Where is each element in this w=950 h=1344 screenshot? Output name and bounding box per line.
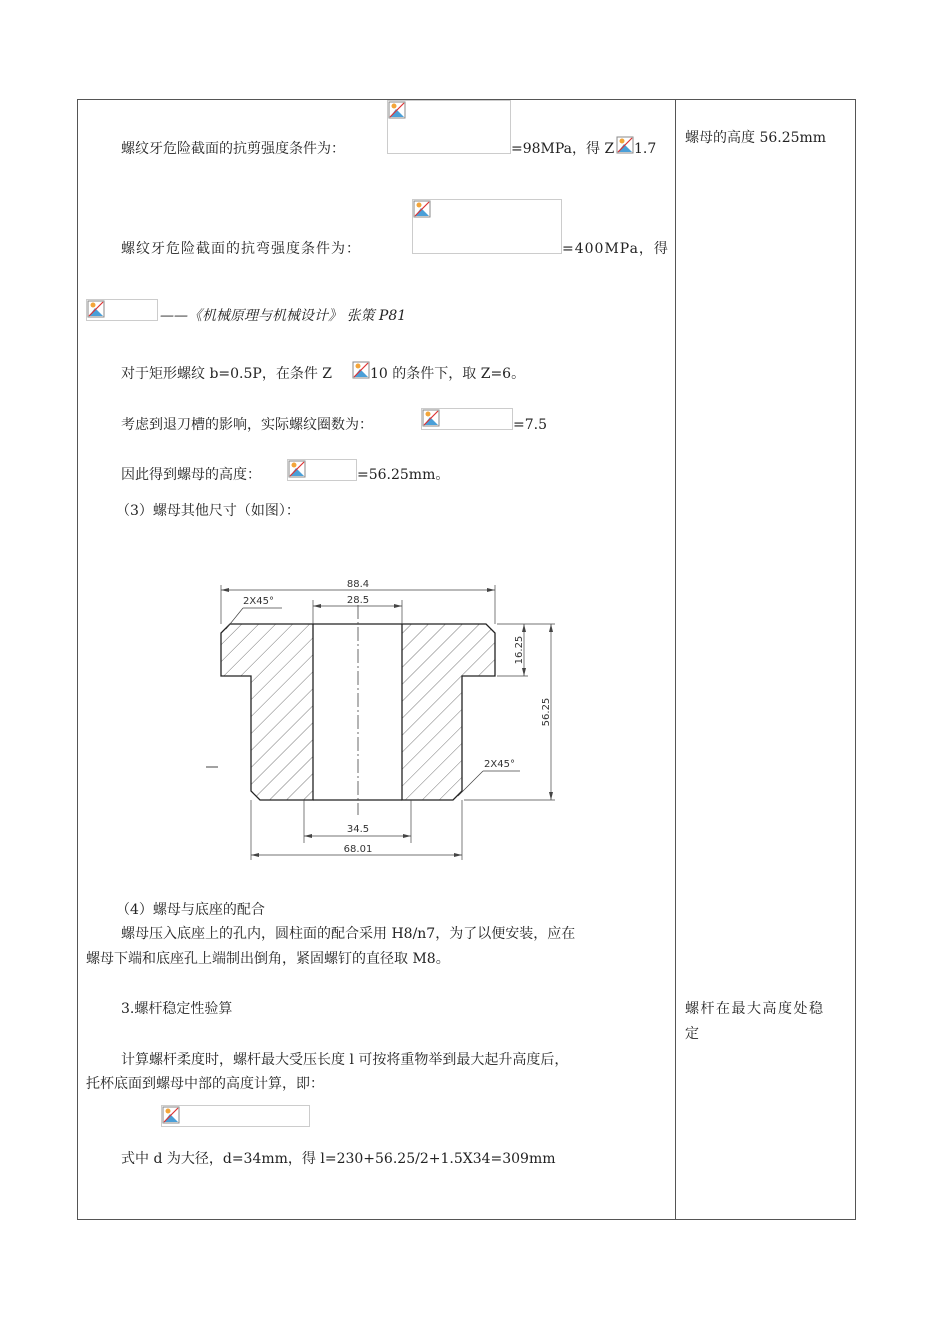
broken-image-icon: [162, 1106, 180, 1124]
bend-suffix: =400MPa，得: [562, 241, 669, 257]
height-suffix: =56.25mm。: [357, 467, 450, 483]
thread-prefix: 考虑到退刀槽的影响，实际螺纹圈数为：: [121, 417, 373, 433]
formula-image-height: [287, 459, 357, 481]
right-section: [402, 624, 495, 800]
shear-prefix: 螺纹牙危险截面的抗剪强度条件为：: [121, 141, 345, 157]
stability-title: 3.螺杆稳定性验算: [121, 1001, 233, 1017]
fit-line-2: 螺母下端和底座孔上端制出倒角，紧固螺钉的直径取 M8。: [86, 951, 450, 967]
dim-total-height: 56.25: [541, 697, 552, 727]
fit-line-1: 螺母压入底座上的孔内，圆柱面的配合采用 H8/n7，为了以便安装，应在: [121, 926, 576, 942]
dim-bore: 28.5: [346, 595, 370, 606]
formula-line: 式中 d 为大径，d=34mm，得 l=230+56.25/2+1.5X34=309mm: [121, 1151, 556, 1167]
reference-citation: ——《机械原理与机械设计》 张策 P81: [160, 308, 407, 324]
broken-image-icon: [413, 200, 431, 218]
dim-flange-height: 16.25: [514, 635, 525, 665]
shear-suffix: =98MPa，得 Z: [511, 141, 615, 157]
column-divider: [675, 100, 676, 1219]
broken-image-icon: [388, 101, 406, 119]
broken-image-icon: [616, 136, 634, 154]
height-prefix: 因此得到螺母的高度：: [121, 467, 261, 483]
dim-chamfer-top: 2X45°: [243, 596, 274, 607]
note-nut-height: 螺母的高度 56.25mm: [685, 130, 827, 146]
formula-image-length: [161, 1105, 310, 1127]
section3-title: （3）螺母其他尺寸（如图）：: [116, 503, 300, 519]
dim-chamfer-bottom: 2X45°: [484, 759, 515, 770]
shear-z-value: 1.7: [634, 141, 657, 157]
section4-title: （4）螺母与底座的配合: [116, 902, 265, 918]
broken-image-icon: [288, 460, 306, 478]
left-section: [221, 624, 313, 800]
slender-line-1: 计算螺杆柔度时，螺杆最大受压长度 l 可按将重物举到最大起升高度后，: [121, 1052, 569, 1068]
formula-image-thread: [421, 408, 513, 430]
thread-suffix: =7.5: [513, 417, 547, 433]
dim-bottom-width: 68.01: [343, 844, 373, 855]
rect-prefix: 对于矩形螺纹 b=0.5P，在条件 Z: [121, 366, 333, 382]
nut-drawing: [195, 570, 575, 865]
slender-line-2: 托杯底面到螺母中部的高度计算，即：: [86, 1076, 324, 1092]
formula-image-result: [86, 299, 158, 321]
formula-image-bend: [412, 199, 562, 254]
dim-bottom-bore: 34.5: [346, 824, 370, 835]
dim-top-width: 88.4: [346, 579, 370, 590]
rect-suffix: 10 的条件下，取 Z=6。: [370, 366, 526, 382]
broken-image-icon: [352, 361, 370, 379]
broken-image-icon: [87, 300, 105, 318]
note-stability-line-1: 螺杆在最大高度处稳: [685, 1001, 825, 1017]
broken-image-icon: [422, 409, 440, 427]
bend-prefix: 螺纹牙危险截面的抗弯强度条件为：: [121, 241, 361, 257]
note-stability-line-2: 定: [685, 1026, 699, 1042]
formula-image-shear: [387, 100, 511, 154]
